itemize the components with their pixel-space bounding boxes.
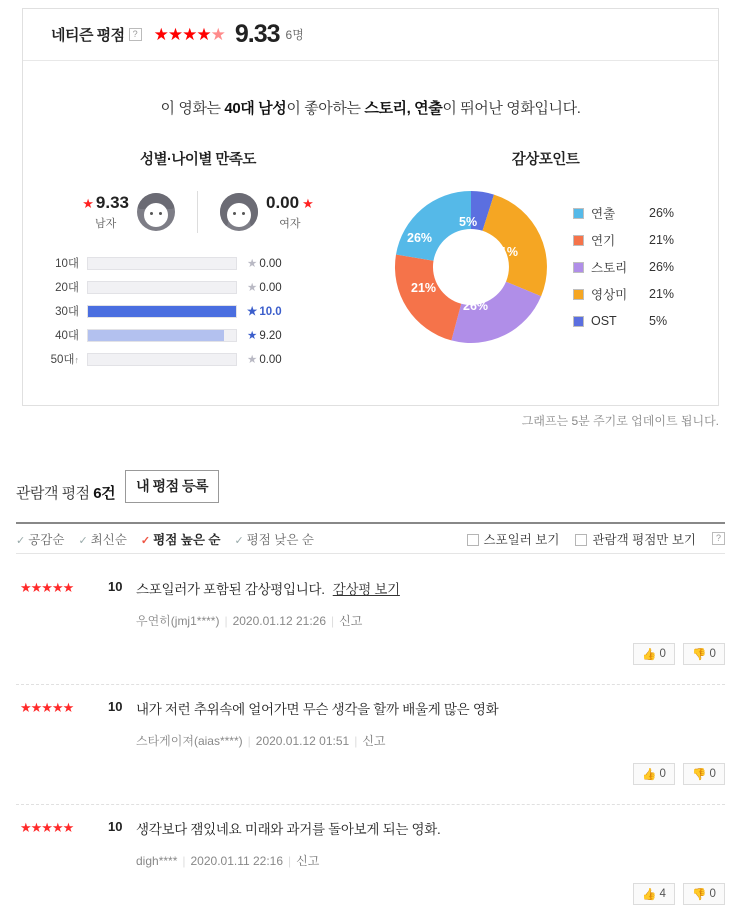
up-arrow-icon: ↑ [74, 355, 79, 365]
donut-svg [387, 183, 555, 351]
review-stars: ★★★★★ [20, 580, 74, 595]
female-score: 0.00 [266, 193, 300, 212]
age-bar-track [87, 353, 237, 366]
age-bar-track [87, 305, 237, 318]
female-score-line [266, 193, 314, 213]
check-icon: ✓ [234, 534, 244, 547]
thumbs-up-icon: 👍 [642, 889, 657, 901]
review-body [136, 572, 725, 665]
male-score-block [82, 193, 183, 231]
graph-update-note: 그래프는 5분 주기로 업데이트 됩니다. [521, 414, 719, 428]
review-date: 2020.01.12 01:51 [255, 734, 350, 748]
rating-stars: ★★★★★ [153, 24, 225, 44]
male-score: 9.33 [95, 193, 129, 212]
review-text: 스포일러가 포함된 감상평입니다. 감상평 보기 [136, 582, 400, 597]
age-score: ★ 0.00 [247, 258, 282, 270]
check-icon: ✓ [16, 534, 26, 547]
legend-label: 연출 [591, 207, 616, 221]
review-score: 10 [108, 699, 123, 714]
thumbs-down-icon: 👎 [692, 769, 707, 781]
check-icon: ✓ [140, 534, 151, 547]
review-stars: ★★★★★ [20, 700, 74, 715]
donut-chart [387, 183, 555, 351]
legend-swatch-acting [573, 235, 584, 246]
legend-label: 영상미 [591, 288, 628, 302]
reviews-header [16, 470, 219, 503]
age-row [45, 275, 373, 299]
gender-divider [197, 191, 198, 233]
review-author: 우연히(jmj1****) [136, 614, 220, 628]
age-label: 50대↑ [50, 354, 79, 366]
thumbs-up-button[interactable]: 👍 0 [633, 643, 675, 665]
rating-count: 6명 [285, 28, 304, 42]
star-icon: ★ [302, 196, 314, 211]
review-item [16, 812, 725, 905]
sort-options [467, 530, 725, 548]
reviews-title: 관람객 평점 6건 [16, 485, 116, 502]
rating-columns [23, 148, 718, 371]
female-label: 여자 [279, 218, 301, 230]
legend-item [573, 227, 674, 254]
age-row [45, 347, 373, 371]
donut-label-ost: 5% [459, 215, 478, 229]
review-stars: ★★★★★ [20, 820, 74, 835]
thumbs-down-button[interactable]: 👎 0 [683, 883, 725, 905]
age-row [45, 323, 373, 347]
summary-mid: 이 좋아하는 [286, 100, 365, 117]
donut-legend [573, 200, 674, 335]
male-label: 남자 [94, 218, 117, 230]
audience-only-checkbox[interactable]: 관람객 평점만 보기 [575, 530, 696, 548]
review-meta: 우연히(jmj1****) | 2020.01.12 21:26 | 신고 [136, 614, 363, 628]
age-bar-fill [88, 330, 224, 341]
sort-by-latest[interactable]: ✓ 최신순 [78, 532, 127, 547]
show-spoilers-checkbox[interactable]: 스포일러 보기 [467, 530, 560, 548]
age-score: ★ 9.20 [247, 330, 282, 342]
donut-label-acting: 21% [411, 281, 437, 295]
sort-by-lowest-rating[interactable]: ✓ 평점 낮은 순 [234, 532, 314, 547]
age-row [45, 251, 373, 275]
check-icon: ✓ [78, 534, 88, 547]
thumbs-up-icon: 👍 [642, 769, 657, 781]
gender-scores [23, 191, 373, 233]
age-bar-fill [88, 306, 236, 317]
thumbs-down-button[interactable]: 👎 0 [683, 643, 725, 665]
thumbs-up-icon: 👍 [642, 649, 657, 661]
female-score-block [212, 193, 314, 231]
donut-label-story: 26% [463, 299, 489, 313]
female-text [266, 193, 314, 231]
review-body [136, 812, 725, 905]
rating-panel-title: 네티즌 평점 [51, 27, 125, 44]
donut-label-visual: 21% [493, 245, 519, 259]
viewing-point-column [373, 148, 718, 371]
report-link[interactable]: 신고 [296, 854, 320, 868]
review-divider [16, 684, 725, 685]
donut-label-direction: 26% [407, 231, 433, 245]
legend-label: 스토리 [591, 261, 628, 275]
male-score-line [82, 193, 129, 213]
legend-item [573, 254, 674, 281]
thumbs-down-icon: 👎 [692, 649, 707, 661]
gender-age-heading: 성별·나이별 만족도 [140, 152, 256, 168]
help-icon[interactable]: ? [129, 28, 142, 41]
viewing-point-heading: 감상포인트 [511, 152, 580, 168]
female-avatar-icon [220, 193, 258, 231]
report-link[interactable]: 신고 [339, 614, 363, 628]
rating-score: 9.33 [234, 20, 280, 48]
thumbs-up-button[interactable]: 👍 4 [633, 883, 675, 905]
thumbs-down-button[interactable]: 👎 0 [683, 763, 725, 785]
checkbox-icon [575, 534, 587, 546]
age-score: ★ 10.0 [247, 306, 282, 318]
review-author: digh**** [136, 854, 178, 868]
legend-value: 26% [649, 260, 675, 274]
age-bar-track [87, 257, 237, 270]
summary-pre: 이 영화는 [160, 100, 225, 117]
age-bar-list [23, 251, 373, 371]
age-label: 10대 [55, 258, 79, 270]
thumbs-down-icon: 👎 [692, 889, 707, 901]
rating-header [23, 9, 718, 61]
help-icon[interactable]: ? [712, 532, 725, 545]
legend-swatch-story [573, 262, 584, 273]
review-body [136, 692, 725, 785]
summary-points: 스토리, 연출 [364, 100, 443, 117]
review-date: 2020.01.12 21:26 [232, 614, 326, 628]
donut-chart-area [373, 183, 718, 351]
star-icon: ★ [82, 196, 94, 211]
review-votes [136, 763, 725, 785]
legend-value: 21% [649, 233, 675, 247]
legend-swatch-visual [573, 289, 584, 300]
review-author: 스타게이져(aias****) [136, 734, 243, 748]
legend-label: 연기 [591, 234, 616, 248]
age-label: 30대 [55, 306, 79, 318]
legend-item [573, 200, 674, 227]
sort-by-sympathy[interactable]: ✓ 공감순 [16, 532, 65, 547]
view-spoiler-link[interactable]: 감상평 보기 [332, 582, 400, 597]
age-score: ★ 0.00 [247, 354, 282, 366]
male-avatar-icon [137, 193, 175, 231]
review-votes [136, 883, 725, 905]
thumbs-up-button[interactable]: 👍 0 [633, 763, 675, 785]
age-bar-track [87, 329, 237, 342]
summary-demo: 40대 남성 [224, 100, 287, 117]
legend-label: OST [591, 314, 617, 328]
age-label: 20대 [55, 282, 79, 294]
legend-swatch-ost [573, 316, 584, 327]
male-text [82, 193, 129, 231]
legend-item [573, 308, 674, 335]
review-text: 생각보다 잼있네요 미래와 과거를 돌아보게 되는 영화. [136, 822, 441, 837]
review-score: 10 [108, 579, 123, 594]
legend-item [573, 281, 674, 308]
review-text: 내가 저런 추위속에 얼어가면 무슨 생각을 할까 배울게 많은 영화 [136, 702, 499, 717]
review-item [16, 692, 725, 785]
age-bar-track [87, 281, 237, 294]
age-score: ★ 0.00 [247, 282, 282, 294]
legend-swatch-direction [573, 208, 584, 219]
checkbox-icon [467, 534, 479, 546]
register-my-rating-button[interactable]: 내 평점 등록 [125, 470, 219, 503]
review-meta: digh**** | 2020.01.11 22:16 | 신고 [136, 854, 320, 868]
age-row [45, 299, 373, 323]
review-date: 2020.01.11 22:16 [190, 854, 284, 868]
legend-value: 26% [649, 206, 675, 220]
review-item [16, 572, 725, 665]
sort-by-highest-rating[interactable]: ✓ 평점 높은 순 [140, 532, 221, 547]
rating-summary-sentence [23, 97, 718, 118]
review-votes [136, 643, 725, 665]
gender-age-column [23, 148, 373, 371]
report-link[interactable]: 신고 [362, 734, 386, 748]
review-score: 10 [108, 819, 123, 834]
legend-value: 5% [649, 314, 668, 328]
reviews-sort-bar [16, 522, 725, 554]
review-divider [16, 804, 725, 805]
age-label: 40대 [55, 330, 79, 342]
netizen-rating-panel [22, 8, 719, 406]
legend-value: 21% [649, 287, 675, 301]
review-meta: 스타게이져(aias****) | 2020.01.12 01:51 | 신고 [136, 734, 386, 748]
summary-post: 이 뛰어난 영화입니다. [442, 100, 581, 117]
